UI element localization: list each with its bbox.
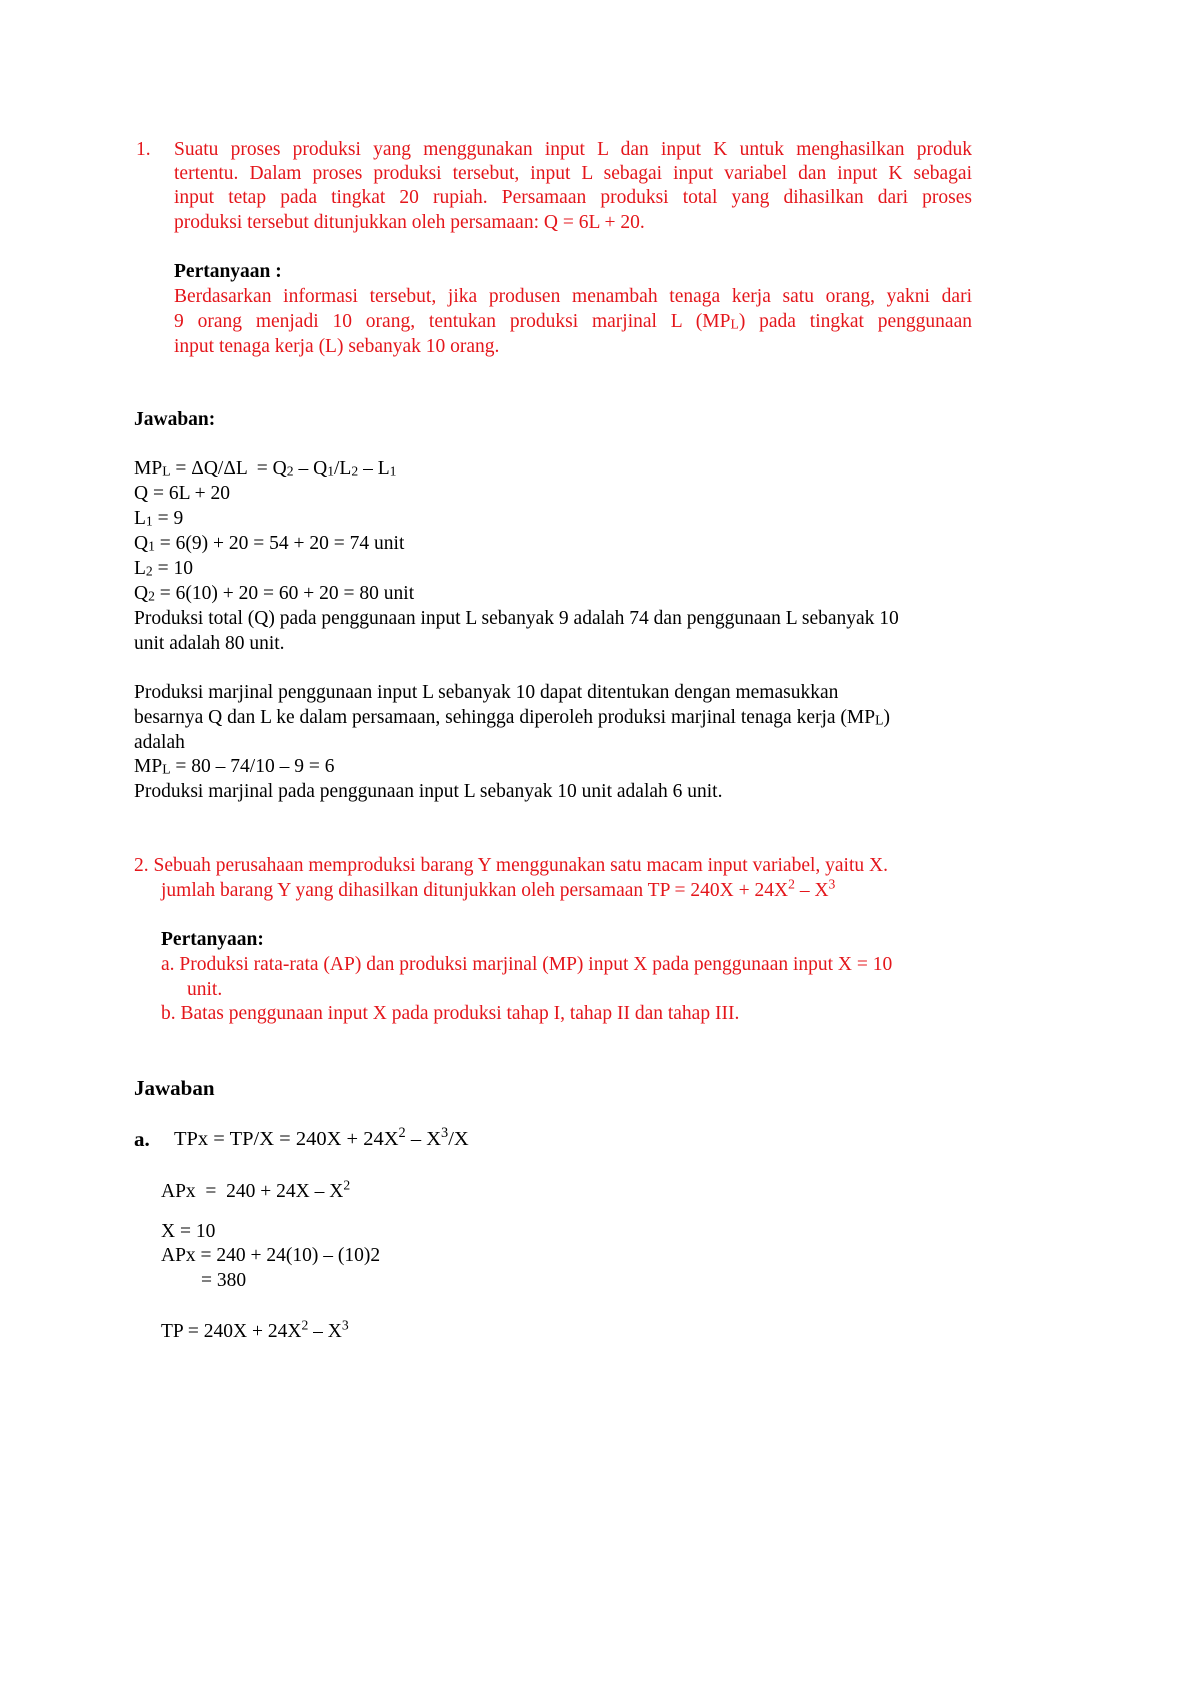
a1-q2-calc: Q2 = 6(10) + 20 = 60 + 20 = 80 unit [134, 583, 415, 604]
a2-x-value: X = 10 [161, 1221, 216, 1242]
a1-conclusion: Produksi marjinal pada penggunaan input L sebanyak 10 unit adalah 6 unit. [134, 781, 723, 802]
a1-para2-line-1: Produksi marjinal penggunaan input L sebanyak 10 dapat ditentukan dengan memasukkan [134, 682, 839, 703]
a2-apx-result: = 380 [201, 1270, 247, 1291]
a1-q-equation: Q = 6L + 20 [134, 483, 231, 504]
a2-tp-equation: TP = $240X + 24X^2 - X^3$ [161, 1317, 349, 1342]
q2-item-a-line-2: unit. [187, 979, 223, 1000]
a1-para1-line-1: Produksi total (Q) pada penggunaan input L sebanyak 9 adalah 74 dan penggunaan L sebanyak 10 [134, 608, 899, 629]
q1-text-line-1: Suatu proses produksi yang menggunakan input L dan input K untuk menghasilkan produk [174, 139, 972, 160]
q1-question-line-3: input tenaga kerja (L) sebanyak 10 orang. [174, 336, 500, 357]
a2-apx: APx = $240 + 24X - X^2$ [161, 1177, 351, 1202]
q1-number: 1. [136, 139, 151, 160]
a1-l2: L2 = 10 [134, 558, 193, 579]
a1-heading: Jawaban: [134, 409, 216, 430]
q2-item-a-line-1: a. Produksi rata-rata (AP) dan produksi marjinal (MP) input X pada penggunaan input X = 10 [161, 954, 893, 975]
a1-mpl-calc: MPL = 80 – 74/10 – 9 = 6 [134, 756, 335, 777]
q1-question-line-1: Berdasarkan informasi tersebut, jika produsen menambah tenaga kerja satu orang, yakni dari [174, 286, 972, 307]
q1-question-heading: Pertanyaan : [174, 261, 282, 282]
a2-apx-calc: APx = 240 + 24(10) – (10)2 [161, 1245, 381, 1266]
a1-para2-line-3: adalah [134, 732, 185, 753]
q1-text-line-4: produksi tersebut ditunjukkan oleh persamaan: Q = 6L + 20. [174, 212, 645, 233]
a1-formula: MPL = ΔQ/ΔL = Q2 – Q1/L2 – L1 [134, 458, 397, 479]
a1-l1: L1 = 9 [134, 508, 184, 529]
q2-item-b: b. Batas penggunaan input X pada produksi tahap I, tahap II dan tahap III. [161, 1003, 740, 1024]
q1-question-line-2: 9 orang menjadi 10 orang, tentukan produksi marjinal L (MPL) pada tingkat penggunaan [174, 311, 972, 332]
q2-line-2: jumlah barang Y yang dihasilkan ditunjukkan oleh persamaan TP = $240X + 24X^2 - X^3$ [161, 876, 836, 901]
a1-q1-calc: Q1 = 6(9) + 20 = 54 + 20 = 74 unit [134, 533, 405, 554]
q1-text-line-3: input tetap pada tingkat 20 rupiah. Persamaan produksi total yang dihasilkan dari proses [174, 187, 972, 208]
q2-question-heading: Pertanyaan: [161, 929, 264, 950]
q2-line-1: 2. Sebuah perusahaan memproduksi barang Y menggunakan satu macam input variabel, yaitu X. [134, 855, 888, 876]
q1-text-line-2: tertentu. Dalam proses produksi tersebut, input L sebagai input variabel dan input K sebagai [174, 163, 972, 184]
a2-heading: Jawaban [134, 1076, 215, 1100]
a2-tpx: TPx = $TP/X = 240X + 24X^2 - X^3/X$ [174, 1125, 469, 1150]
a1-para2-line-2: besarnya Q dan L ke dalam persamaan, sehingga diperoleh produksi marjinal tenaga kerja (MPL) [134, 707, 890, 728]
a1-para1-line-2: unit adalah 80 unit. [134, 633, 285, 654]
a2-a-label: a. [134, 1127, 150, 1151]
